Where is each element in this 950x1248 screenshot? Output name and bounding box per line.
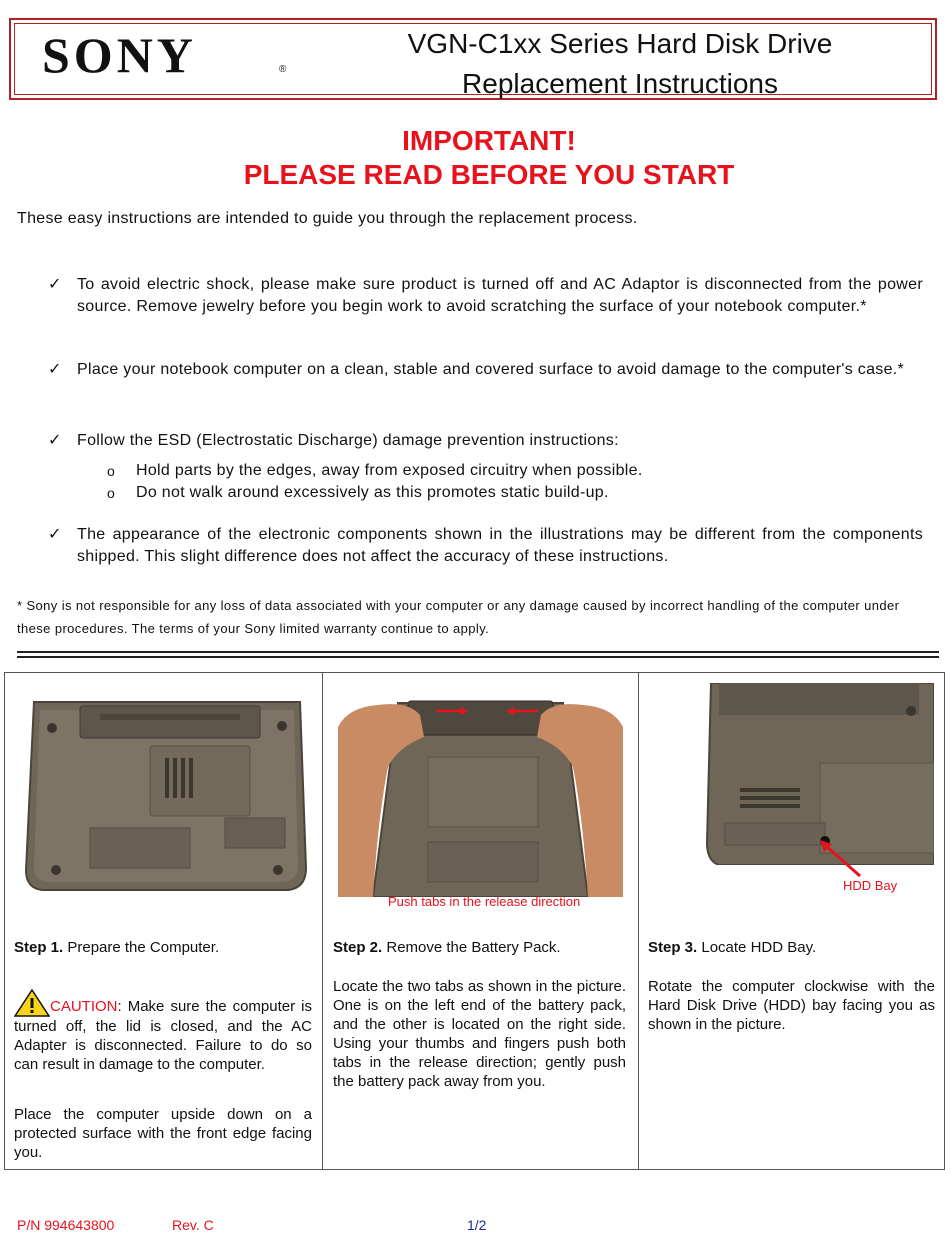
hdd-bay-caption: HDD Bay xyxy=(843,878,898,893)
intro-text: These easy instructions are intended to guide you through the replacement process. xyxy=(17,210,638,227)
step-3-title xyxy=(648,939,816,956)
step-1-body: Place the computer upside down on a protected surface with the front edge facing you. xyxy=(14,1106,312,1161)
precaution-item: The appearance of the electronic components shown in the illustrations may be different from the components shipped. This slight difference does not affect the accuracy of these instructions. xyxy=(77,526,923,565)
check-icon: ✓ xyxy=(48,361,62,378)
check-icon: ✓ xyxy=(48,276,62,293)
step-3-number: Step 3. xyxy=(648,939,698,956)
caution-label: CAUTION xyxy=(50,998,118,1015)
step-2-heading: Remove the Battery Pack. xyxy=(386,939,561,956)
esd-sub-item: Do not walk around excessively as this promotes static build-up. xyxy=(136,484,609,501)
important-notice xyxy=(0,124,950,192)
battery-removal-photo xyxy=(338,697,623,897)
circle-bullet-icon: o xyxy=(107,485,115,501)
part-number: P/N 994643800 xyxy=(17,1217,115,1233)
warranty-footnote: * Sony is not responsible for any loss of data associated with your computer or any damage caused by incorrect handling of the computer under these procedures. The terms of your Sony limited warranty continue to apply. xyxy=(17,598,900,636)
column-divider xyxy=(638,672,639,1170)
step-1-heading: Prepare the Computer. xyxy=(67,939,220,956)
precaution-item: Place your notebook computer on a clean, stable and covered surface to avoid damage to the computer's case.* xyxy=(77,361,905,378)
page-number: 1/2 xyxy=(467,1217,487,1233)
step-2-title xyxy=(333,939,561,956)
sony-logo: SONY xyxy=(42,27,197,83)
title-line-1: VGN-C1xx Series Hard Disk Drive xyxy=(407,28,833,59)
step-1-caution xyxy=(14,989,312,1074)
laptop-underside-photo xyxy=(20,698,310,896)
document-title xyxy=(330,24,910,104)
step-1-title xyxy=(14,939,219,956)
circle-bullet-icon: o xyxy=(107,463,115,479)
registered-mark: ® xyxy=(279,64,287,75)
warning-icon xyxy=(14,989,50,1017)
column-divider xyxy=(322,672,323,1170)
precaution-item: Follow the ESD (Electrostatic Discharge) damage prevention instructions: xyxy=(77,432,619,449)
revision: Rev. C xyxy=(172,1217,214,1233)
title-line-2: Replacement Instructions xyxy=(462,68,778,99)
caution-text: : Make sure the computer is turned off, the lid is closed, and the AC Adapter is disconnected. Failure to do so can result in damage to the computer. xyxy=(14,998,312,1073)
hdd-bay-photo xyxy=(705,683,934,865)
important-heading: IMPORTANT! xyxy=(402,125,576,156)
step-1-number: Step 1. xyxy=(14,939,64,956)
esd-sub-item: Hold parts by the edges, away from exposed circuitry when possible. xyxy=(136,462,643,479)
step-3-heading: Locate HDD Bay. xyxy=(701,939,817,956)
step-2-number: Step 2. xyxy=(333,939,383,956)
step-2-body: Locate the two tabs as shown in the picture. One is on the left end of the battery pack, and the other is located on the right side. Using your thumbs and fingers push both tabs in the release direction; gently push the battery pack away from you. xyxy=(333,978,626,1090)
read-before-heading: PLEASE READ BEFORE YOU START xyxy=(243,159,735,190)
divider-line xyxy=(17,656,939,658)
divider-line xyxy=(17,651,939,653)
hdd-pointer-arrow-icon xyxy=(818,840,868,880)
step-3-body: Rotate the computer clockwise with the Hard Disk Drive (HDD) bay facing you as shown in the picture. xyxy=(648,978,935,1033)
precaution-item: To avoid electric shock, please make sure product is turned off and AC Adaptor is disconnected from the power source. Remove jewelry before you begin work to avoid scratching the surface of your notebook computer.* xyxy=(77,276,923,315)
check-icon: ✓ xyxy=(48,432,62,449)
battery-photo-caption: Push tabs in the release direction xyxy=(388,894,581,909)
check-icon: ✓ xyxy=(48,526,62,543)
